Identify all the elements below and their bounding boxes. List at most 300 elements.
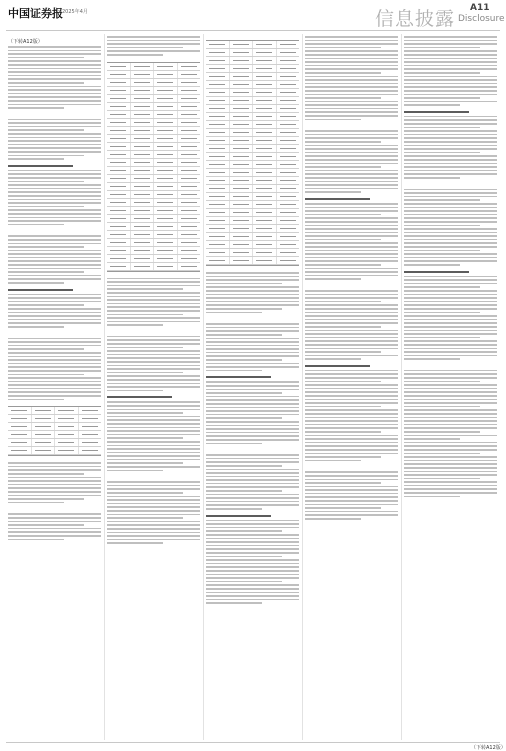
text-line <box>8 502 64 504</box>
table-cell <box>277 217 300 224</box>
table-cell <box>131 247 155 254</box>
text-line <box>404 192 497 194</box>
text-line <box>404 134 497 136</box>
text-line <box>107 43 200 45</box>
text-line <box>206 294 299 296</box>
text-line <box>8 137 101 139</box>
table-cell <box>107 159 131 166</box>
text-line <box>8 341 101 343</box>
text-column-5 <box>404 36 497 738</box>
text-line <box>8 345 101 347</box>
text-line <box>206 476 299 478</box>
text-line <box>404 221 497 223</box>
table-row <box>107 135 200 143</box>
text-line <box>404 242 497 244</box>
table-cell <box>206 201 230 208</box>
text-column-2 <box>107 36 200 738</box>
table-cell <box>107 143 131 150</box>
text-line <box>404 283 497 285</box>
text-line <box>404 210 497 212</box>
text-line <box>305 308 398 310</box>
text-line <box>206 403 299 405</box>
text-line <box>305 79 398 81</box>
table-row <box>107 63 200 71</box>
text-line <box>404 203 497 205</box>
text-line <box>8 308 101 310</box>
table-cell <box>253 113 277 120</box>
text-line <box>404 358 460 360</box>
text-line <box>107 488 200 490</box>
text-line <box>8 356 101 358</box>
data-table <box>8 406 101 456</box>
table-row <box>206 209 299 217</box>
text-line <box>404 496 460 498</box>
text-line <box>305 177 398 179</box>
text-line <box>404 83 497 85</box>
text-line <box>305 330 398 332</box>
text-line <box>206 534 299 536</box>
table-row <box>107 87 200 95</box>
text-line <box>206 396 299 398</box>
table-cell <box>277 249 300 256</box>
text-line <box>107 396 172 398</box>
table-cell <box>107 199 131 206</box>
text-line <box>305 47 381 49</box>
text-line <box>206 527 299 529</box>
text-line <box>8 377 101 379</box>
text-line <box>305 86 398 88</box>
table-cell <box>55 423 79 430</box>
text-line <box>8 78 101 80</box>
text-line <box>107 390 163 392</box>
table-cell <box>107 103 131 110</box>
text-line <box>305 406 381 408</box>
text-line <box>206 520 299 522</box>
text-line <box>8 96 101 98</box>
text-line <box>8 250 101 252</box>
table-cell <box>131 231 155 238</box>
table-cell <box>154 167 178 174</box>
text-line <box>8 60 101 62</box>
text-line <box>8 338 101 340</box>
text-line <box>8 374 84 376</box>
text-line <box>8 155 84 157</box>
text-line <box>305 319 398 321</box>
table-cell <box>154 103 178 110</box>
text-line <box>8 275 101 277</box>
table-cell <box>8 407 32 414</box>
table-cell <box>107 135 131 142</box>
text-line <box>404 478 480 480</box>
text-line <box>107 535 200 537</box>
table-cell <box>107 215 131 222</box>
text-line <box>8 319 101 321</box>
text-line <box>206 469 299 471</box>
table-cell <box>277 97 300 104</box>
table-row <box>206 249 299 257</box>
table-row <box>107 71 200 79</box>
table-row <box>107 159 200 167</box>
text-line <box>8 202 101 204</box>
text-line <box>404 250 480 252</box>
table-cell <box>154 63 178 70</box>
text-line <box>8 46 101 48</box>
text-line <box>107 401 200 403</box>
table-row <box>8 407 101 415</box>
table-cell <box>131 167 155 174</box>
table-cell <box>55 415 79 422</box>
table-cell <box>107 127 131 134</box>
text-line <box>404 152 480 154</box>
table-cell <box>178 143 201 150</box>
text-line <box>206 494 299 496</box>
table-cell <box>107 119 131 126</box>
table-row <box>107 143 200 151</box>
table-row <box>206 145 299 153</box>
text-line <box>404 104 460 106</box>
table-cell <box>253 185 277 192</box>
table-row <box>107 215 200 223</box>
text-line <box>404 76 497 78</box>
text-line <box>206 566 299 568</box>
text-line <box>8 104 101 106</box>
text-line <box>404 68 497 70</box>
table-cell <box>277 185 300 192</box>
text-line <box>206 407 299 409</box>
text-line <box>206 523 299 525</box>
text-line <box>305 253 398 255</box>
text-line <box>8 188 101 190</box>
text-line <box>305 322 398 324</box>
table-cell <box>178 135 201 142</box>
text-line <box>305 351 381 353</box>
column-divider <box>104 34 105 740</box>
text-line <box>404 145 497 147</box>
table-row <box>206 185 299 193</box>
table-cell <box>178 207 201 214</box>
text-line <box>404 492 497 494</box>
text-line <box>8 278 101 280</box>
table-cell <box>154 87 178 94</box>
text-line <box>206 352 299 354</box>
text-line <box>107 350 200 352</box>
text-line <box>206 556 282 558</box>
text-line <box>404 214 497 216</box>
text-line <box>305 188 398 190</box>
text-line <box>305 278 361 280</box>
text-line <box>206 538 299 540</box>
table-cell <box>277 169 300 176</box>
table-row <box>107 167 200 175</box>
table-row <box>206 105 299 113</box>
text-line <box>8 297 101 299</box>
text-line <box>8 107 64 109</box>
table-cell <box>206 57 230 64</box>
text-line <box>8 399 64 401</box>
table-row <box>8 447 101 455</box>
text-line <box>404 370 497 372</box>
text-line <box>107 47 183 49</box>
text-line <box>305 90 398 92</box>
table-cell <box>230 225 254 232</box>
text-line <box>107 405 200 407</box>
table-cell <box>55 447 79 454</box>
text-line <box>107 423 200 425</box>
text-line <box>404 90 497 92</box>
text-line <box>8 151 101 153</box>
text-line <box>404 94 497 96</box>
text-line <box>404 40 497 42</box>
text-line <box>404 449 497 451</box>
text-line <box>8 359 101 361</box>
table-cell <box>253 81 277 88</box>
text-line <box>305 58 398 60</box>
text-line <box>404 456 497 458</box>
table-cell <box>206 65 230 72</box>
text-line <box>305 377 398 379</box>
text-line <box>8 71 101 73</box>
text-line <box>404 377 497 379</box>
table-cell <box>154 127 178 134</box>
table-cell <box>55 407 79 414</box>
text-line <box>8 462 101 464</box>
text-line <box>8 122 101 124</box>
issue-date: 2025年4月 <box>62 9 88 15</box>
table-cell <box>8 415 32 422</box>
table-cell <box>230 185 254 192</box>
table-cell <box>206 257 230 264</box>
table-row <box>8 423 101 431</box>
table-cell <box>277 241 300 248</box>
table-cell <box>79 423 102 430</box>
text-line <box>404 488 497 490</box>
table-row <box>206 129 299 137</box>
table-cell <box>277 257 300 264</box>
table-cell <box>277 193 300 200</box>
table-cell <box>178 95 201 102</box>
table-cell <box>230 241 254 248</box>
text-line <box>305 475 398 477</box>
table-cell <box>107 223 131 230</box>
table-cell <box>277 73 300 80</box>
text-line <box>404 61 497 63</box>
text-line <box>8 528 101 530</box>
table-cell <box>131 143 155 150</box>
table-cell <box>178 263 201 270</box>
table-cell <box>178 63 201 70</box>
text-line <box>8 220 101 222</box>
text-line <box>404 111 469 113</box>
table-row <box>206 257 299 265</box>
text-line <box>404 123 497 125</box>
table-cell <box>253 257 277 264</box>
text-line <box>305 456 381 458</box>
table-cell <box>206 241 230 248</box>
text-line <box>404 97 480 99</box>
table-cell <box>178 151 201 158</box>
text-line <box>305 507 381 509</box>
table-cell <box>253 153 277 160</box>
text-line <box>305 260 398 262</box>
table-cell <box>107 191 131 198</box>
table-cell <box>230 113 254 120</box>
text-line <box>8 206 84 208</box>
column-divider <box>302 34 303 740</box>
table-row <box>206 201 299 209</box>
text-line <box>206 290 299 292</box>
text-line <box>8 158 64 160</box>
table-row <box>206 137 299 145</box>
text-line <box>404 442 497 444</box>
text-line <box>8 395 101 397</box>
text-line <box>206 588 299 590</box>
text-line <box>107 368 200 370</box>
text-line <box>107 452 200 454</box>
table-cell <box>277 105 300 112</box>
table-cell <box>178 239 201 246</box>
text-line <box>404 141 497 143</box>
text-line <box>107 510 200 512</box>
table-cell <box>154 183 178 190</box>
text-line <box>305 221 398 223</box>
table-cell <box>32 415 56 422</box>
text-line <box>206 272 299 274</box>
text-line <box>404 330 497 332</box>
text-line <box>305 111 398 113</box>
text-line <box>107 521 200 523</box>
text-line <box>206 304 299 306</box>
table-cell <box>8 447 32 454</box>
text-line <box>404 225 480 227</box>
text-line <box>404 130 497 132</box>
text-line <box>8 381 101 383</box>
text-line <box>8 82 84 84</box>
text-line <box>206 385 299 387</box>
text-line <box>404 445 497 447</box>
text-line <box>8 53 101 55</box>
text-line <box>8 469 101 471</box>
table-cell <box>253 129 277 136</box>
text-line <box>8 50 101 52</box>
table-cell <box>32 439 56 446</box>
text-line <box>206 323 299 325</box>
table-cell <box>253 241 277 248</box>
text-line <box>305 460 361 462</box>
text-line <box>8 517 101 519</box>
text-line <box>305 365 370 367</box>
text-line <box>206 355 299 357</box>
text-line <box>404 166 497 168</box>
text-line <box>404 189 497 191</box>
table-cell <box>131 111 155 118</box>
table-cell <box>131 215 155 222</box>
text-line <box>206 345 299 347</box>
text-line <box>8 264 101 266</box>
text-line <box>206 276 299 278</box>
text-line <box>8 224 64 226</box>
text-line <box>404 384 497 386</box>
text-line <box>206 312 262 314</box>
table-cell <box>107 79 131 86</box>
text-line <box>8 391 101 393</box>
text-line <box>305 427 398 429</box>
text-line <box>404 101 497 103</box>
table-row <box>206 89 299 97</box>
text-line <box>305 388 398 390</box>
table-cell <box>178 79 201 86</box>
text-line <box>8 304 84 306</box>
table-cell <box>206 169 230 176</box>
text-line <box>305 217 398 219</box>
table-cell <box>154 143 178 150</box>
text-line <box>305 304 398 306</box>
text-line <box>305 61 398 63</box>
text-line <box>8 466 101 468</box>
table-cell <box>154 263 178 270</box>
text-line <box>8 480 101 482</box>
table-cell <box>277 41 300 48</box>
text-line <box>305 486 398 488</box>
text-line <box>107 539 200 541</box>
text-line <box>404 294 497 296</box>
table-cell <box>131 263 155 270</box>
text-line <box>206 504 299 506</box>
table-cell <box>178 111 201 118</box>
text-line <box>206 341 299 343</box>
table-row <box>206 169 299 177</box>
text-line <box>8 239 101 241</box>
text-line <box>8 209 101 211</box>
text-line <box>404 481 497 483</box>
text-line <box>107 499 200 501</box>
text-line <box>305 104 398 106</box>
text-line <box>107 343 200 345</box>
table-cell <box>253 49 277 56</box>
table-cell <box>178 159 201 166</box>
text-line <box>8 484 101 486</box>
text-line <box>8 177 101 179</box>
text-line <box>206 359 282 361</box>
table-row <box>8 431 101 439</box>
text-line <box>8 100 101 102</box>
text-line <box>404 239 497 241</box>
table-cell <box>178 223 201 230</box>
table-cell <box>131 71 155 78</box>
text-line <box>305 333 398 335</box>
table-cell <box>230 105 254 112</box>
text-line <box>404 155 497 157</box>
text-line <box>404 351 497 353</box>
table-cell <box>206 177 230 184</box>
table-cell <box>178 87 201 94</box>
table-row <box>107 79 200 87</box>
text-line <box>305 97 381 99</box>
text-line <box>8 126 101 128</box>
text-line <box>8 86 101 88</box>
table-row <box>206 113 299 121</box>
text-line <box>107 288 183 290</box>
table-cell <box>253 249 277 256</box>
table-cell <box>277 153 300 160</box>
text-line <box>404 312 480 314</box>
text-line <box>305 381 381 383</box>
text-line <box>206 497 299 499</box>
text-line <box>305 431 381 433</box>
text-line <box>206 501 299 503</box>
table-cell <box>131 119 155 126</box>
table-cell <box>206 129 230 136</box>
table-cell <box>206 89 230 96</box>
